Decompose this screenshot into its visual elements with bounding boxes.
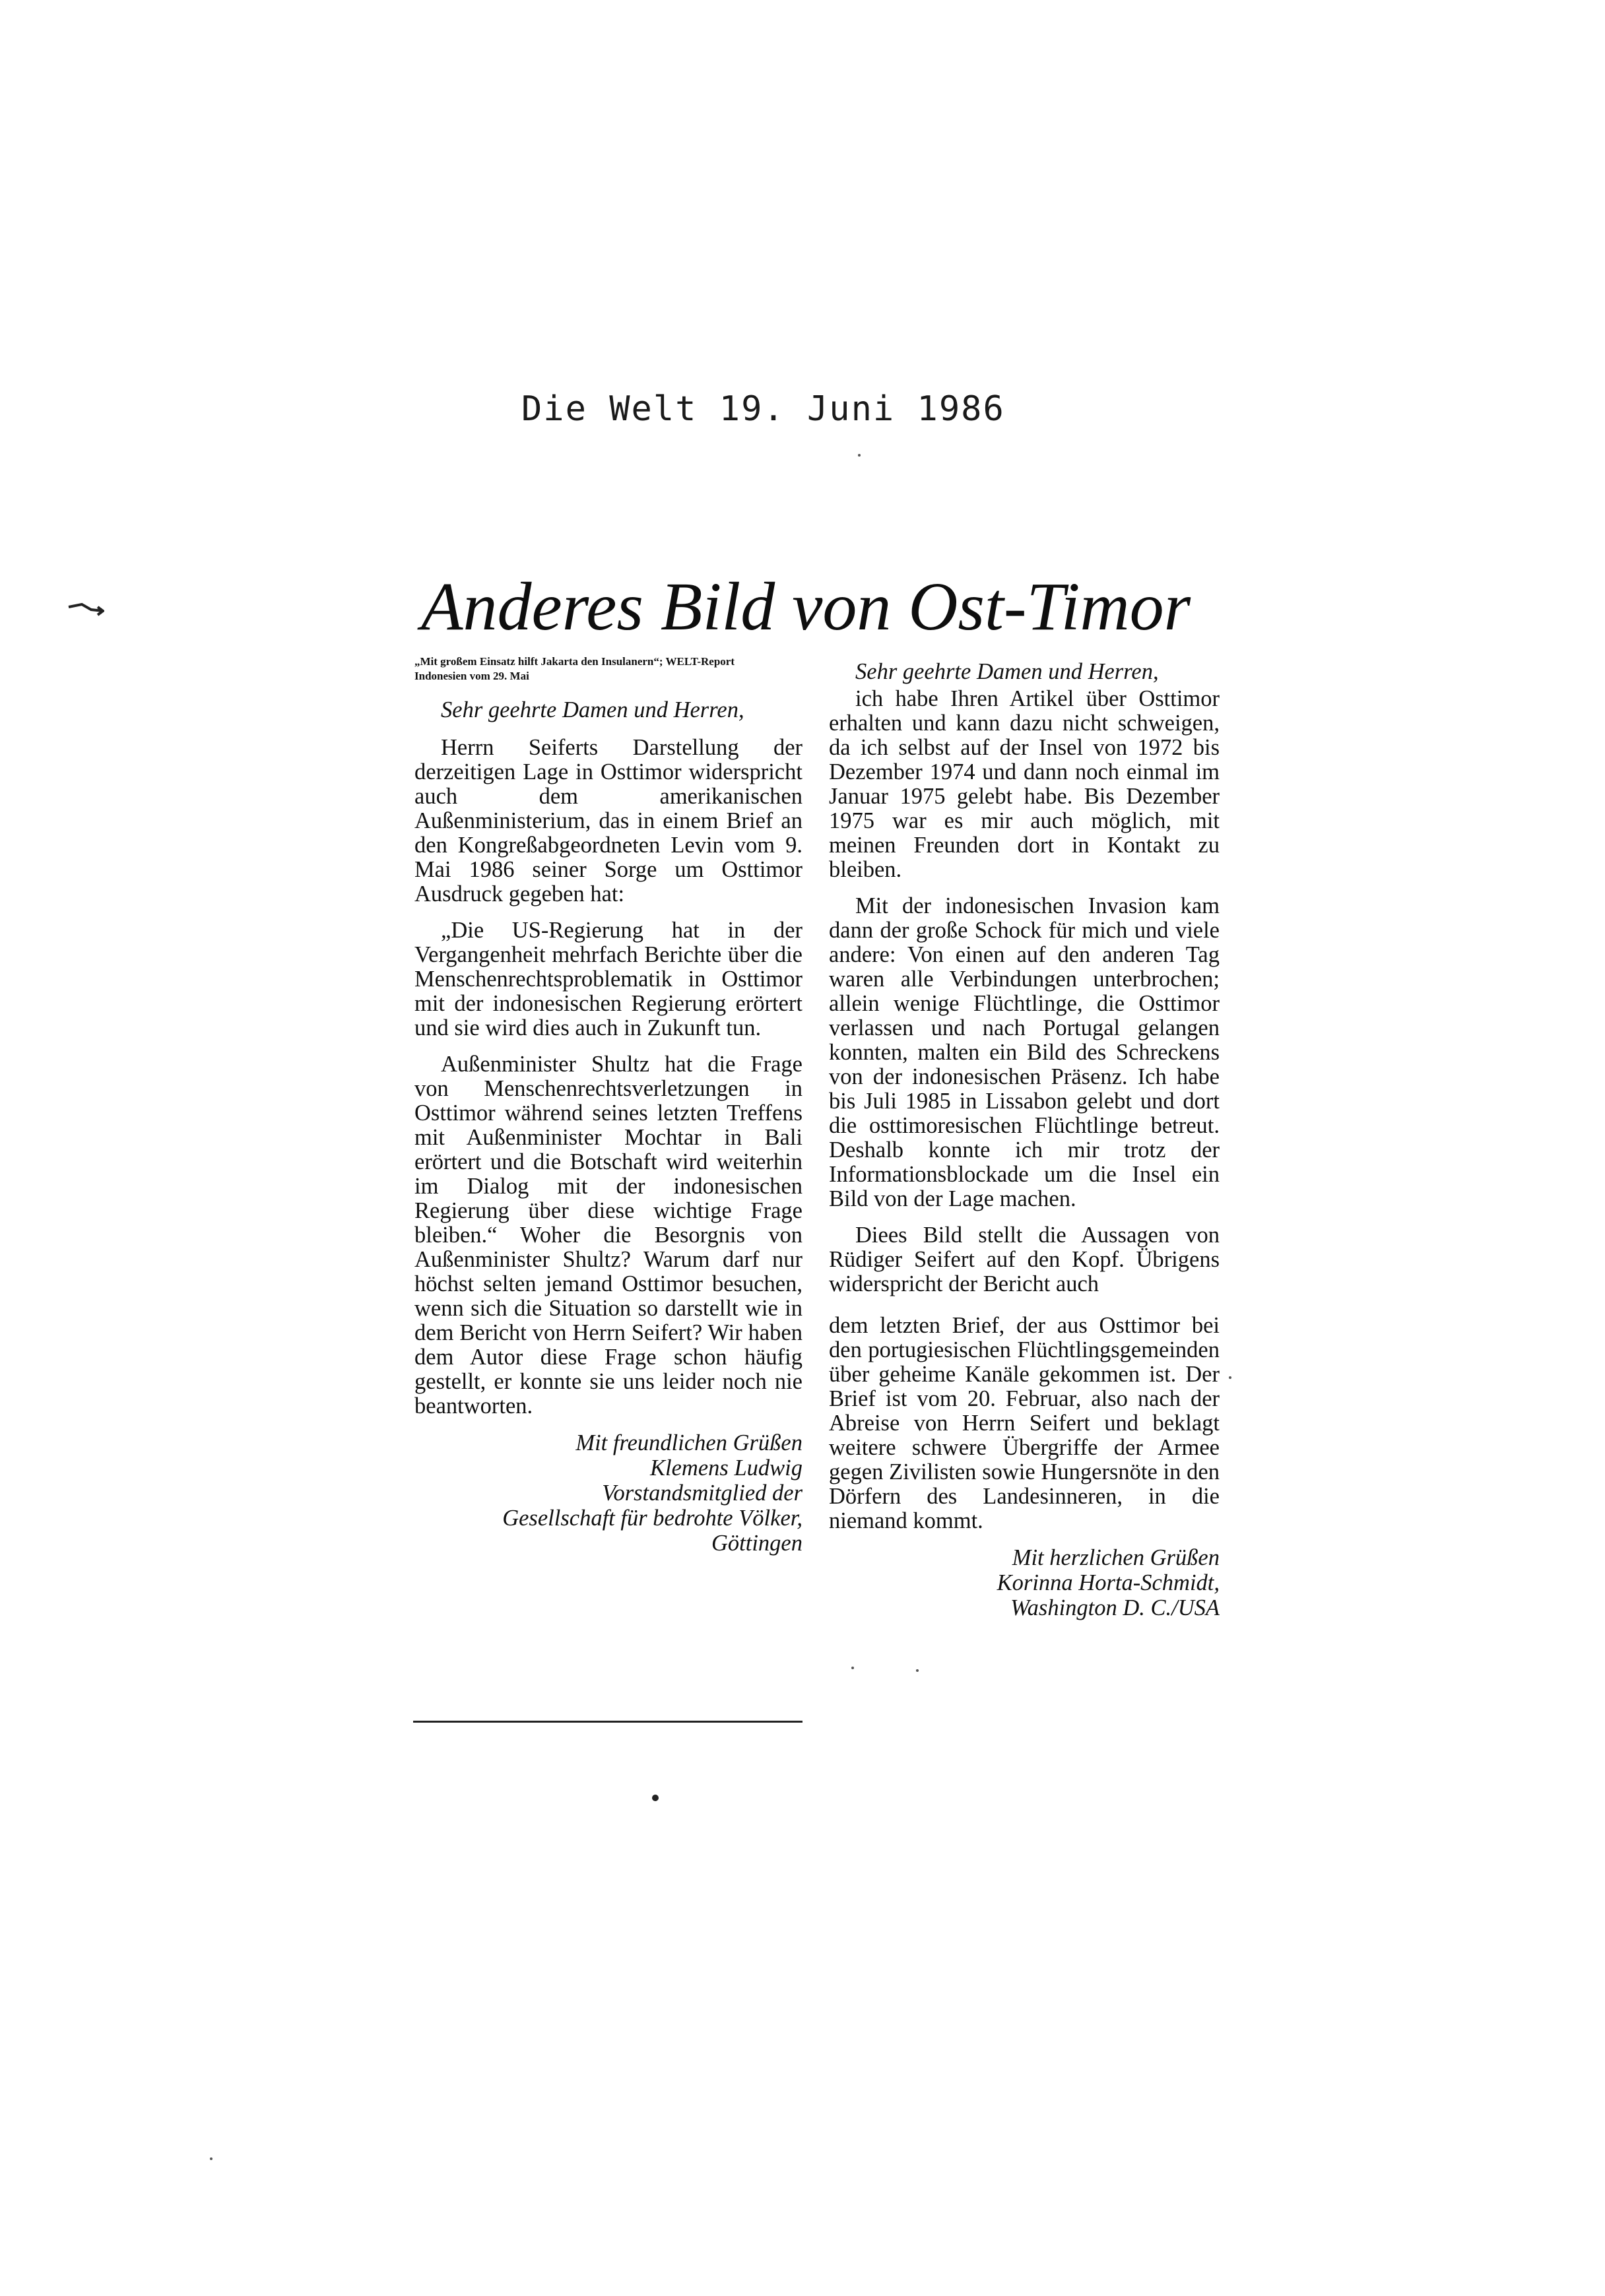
letter-two-paragraph: Diees Bild stellt die Aussagen von Rüdiger Seifert auf den Kopf. Übrigens widerspricht der Bericht auch — [829, 1223, 1220, 1296]
letter-two-signature — [829, 1545, 1220, 1620]
signature-organization: Gesellschaft für bedrohte Völker, — [502, 1506, 802, 1531]
signature-closing: Mit freundlichen Grüßen — [575, 1430, 802, 1455]
signature-closing: Mit herzlichen Grüßen — [1012, 1545, 1220, 1570]
column-split-gap — [829, 1296, 1220, 1314]
letter-two-salutation: Sehr geehrte Damen und Herren, — [855, 659, 1159, 684]
speck-mark — [858, 454, 861, 457]
speck-mark — [916, 1669, 919, 1672]
speck-mark — [851, 1667, 854, 1669]
letter-one-paragraph: Herrn Seiferts Darstellung der derzeitigen Lage in Osttimor widerspricht auch dem amerikanischen Außenministerium, das in einem Brief an den Kongreßabgeordneten Levin vom 9. Mai 1986 seiner Sorge um Osttimor Ausdruck gegeben hat: — [414, 735, 802, 907]
signature-name: Klemens Ludwig — [650, 1455, 802, 1481]
speck-mark — [1229, 1376, 1231, 1379]
letter-two-paragraph: dem letzten Brief, der aus Osttimor bei den portugiesischen Flüchtlingsgemeinden über geheime Kanäle gekommen ist. Der Brief ist vom 20. Februar, also nach der Abreise von Herrn Seifert und beklagt weitere schwere Übergriffe der Armee gegen Zivilisten sowie Hungersnöte in den Dörfern des Landesinneren, in die niemand kommt. — [829, 1313, 1220, 1533]
letter-two-paragraph: ich habe Ihren Artikel über Osttimor erhalten und kann dazu nicht schweigen, da ich selbst auf der Insel von 1972 bis Dezember 1974 und dann noch einmal im Januar 1975 gelebt habe. Bis Dezember 1975 war es mir auch möglich, mit meinen Freunden dort in Kontakt zu bleiben. — [829, 686, 1220, 882]
letter-two-paragraph: Mit der indonesischen Invasion kam dann der große Schock für mich und viele andere: Von einen auf den anderen Tag waren alle Verbindungen unterbrochen; allein wenige Flüchtlinge, die Osttimor verlassen und nach Portugal gelangen konnten, malten ein Bild des Schreckens von der indonesischen Präsenz. Ich habe bis Juli 1985 in Lissabon gelebt und dort die osttimoresischen Flüchtlinge betreut. Deshalb konnte ich mir trotz der Informationsblockade um die Insel ein Bild von der Lage machen. — [829, 893, 1220, 1211]
typed-date-header: Die Welt 19. Juni 1986 — [521, 389, 1005, 429]
column-end-rule — [413, 1721, 802, 1723]
signature-title: Vorstandsmitglied der — [602, 1481, 802, 1506]
signature-name: Korinna Horta-Schmidt, — [997, 1570, 1220, 1595]
speck-mark — [210, 2157, 213, 2160]
letter-two-column — [829, 660, 1220, 1620]
ink-dot-mark — [652, 1795, 659, 1801]
letter-one-column — [414, 654, 802, 1556]
signature-location: Göttingen — [711, 1531, 802, 1556]
arrow-mark-icon — [67, 602, 104, 616]
letter-one-paragraph: „Die US-Regierung hat in der Vergangenheit mehrfach Berichte über die Menschenrechtsproblematik in Osttimor mit der indonesischen Regierung erörtert und sie wird dies auch in Zukunft tun. — [414, 918, 802, 1040]
signature-location: Washington D. C./USA — [1010, 1595, 1220, 1620]
article-headline: Anderes Bild von Ost-Timor — [421, 569, 1191, 645]
letter-one-signature — [414, 1430, 802, 1556]
letter-one-paragraph: Außenminister Shultz hat die Frage von Menschenrechtsverletzungen in Osttimor während seines letzten Treffens mit Außenminister Mochtar in Bali erörtert und die Botschaft wird weiterhin im Dialog mit der indonesischen Regierung über diese wichtige Frage bleiben.“ Woher die Besorgnis von Außenminister Shultz? Warum darf nur höchst selten jemand Osttimor besuchen, wenn sich die Situation so darstellt wie in dem Bericht von Herrn Seifert? Wir haben dem Autor diese Frage schon häufig gestellt, er konnte sie uns leider noch nie beantworten. — [414, 1052, 802, 1419]
source-reference-note: „Mit großem Einsatz hilft Jakarta den Insulanern“; WELT-Report Indonesien vom 29. Mai — [414, 655, 735, 682]
letter-one-salutation: Sehr geehrte Damen und Herren, — [441, 697, 744, 722]
